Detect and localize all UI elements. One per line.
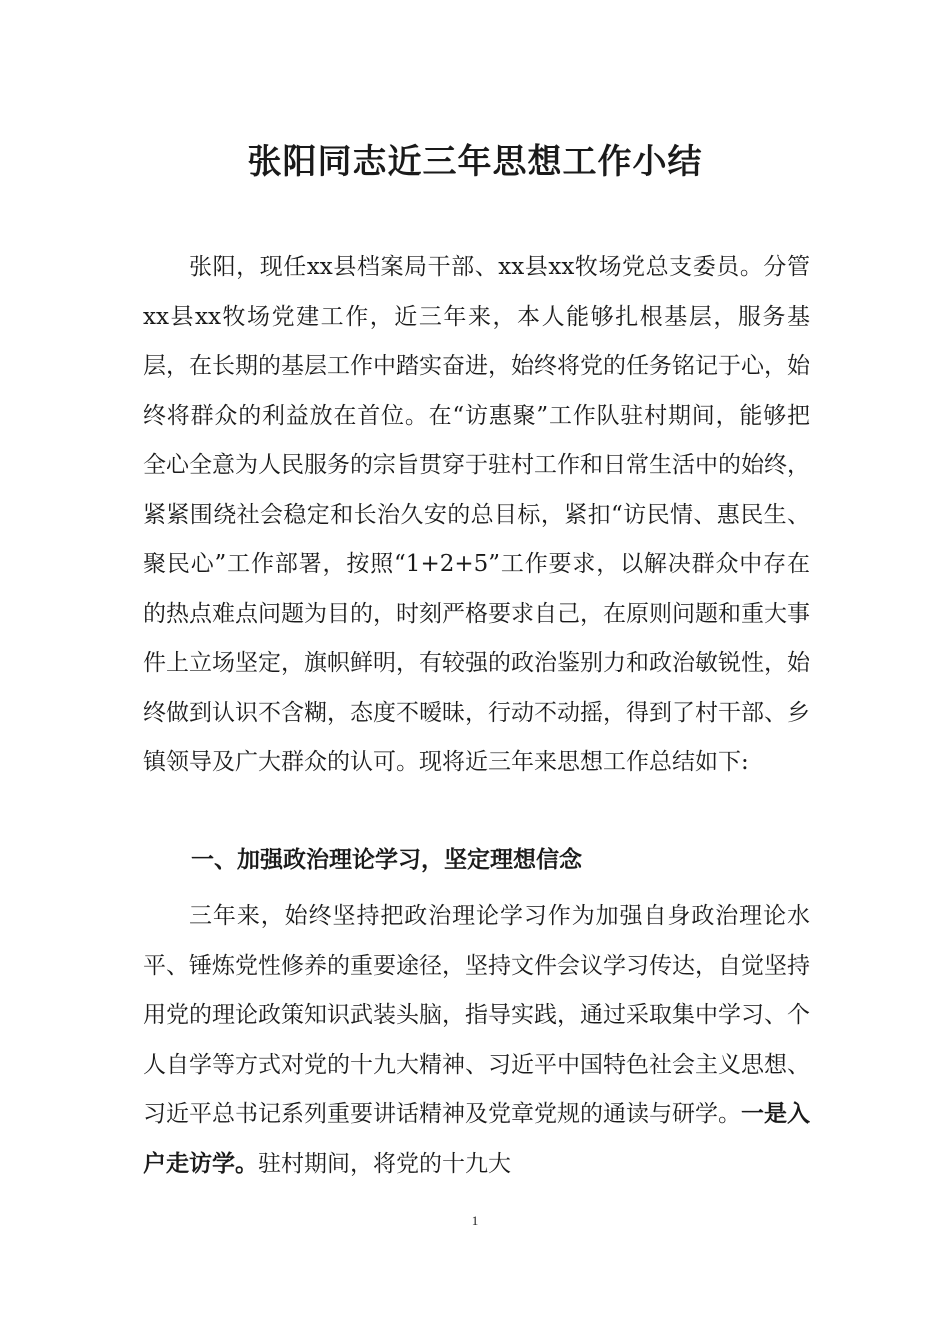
intro-paragraph: 张阳，现任xx县档案局干部、xx县xx牧场党总支委员。分管xx县xx牧场党建工作，近三年来，本人能够扎根基层，服务基层，在长期的基层工作中踏实奋进，始终将党的任务铭记于心，始终将群众的利益放在首位。在“访惠聚”工作队驻村期间，能够把全心全意为人民服务的宗旨贯穿于驻村工作和日常生活中的始终，紧紧围绕社会稳定和长治久安的总目标，紧扣“访民情、惠民生、聚民心”工作部署，按照“1+2+5”工作要求，以解决群众中存在的热点难点问题为目的，时刻严格要求自己，在原则问题和重大事件上立场坚定，旗帜鲜明，有较强的政治鉴别力和政治敏锐性，始终做到认识不含糊，态度不暧昧，行动不动摇，得到了村干部、乡镇领导及广大群众的认可。现将近三年来思想工作总结如下: [143,254,810,775]
section-paragraph-text: 三年来，始终坚持把政治理论学习作为加强自身政治理论水平、锤炼党性修养的重要途径，坚持文件会议学习传达，自觉坚持用党的理论政策知识武装头脑，指导实践，通过采取集中学习、个人自学等方式对党的十九大精神、习近平中国特色社会主义思想、习近平总书记系列重要讲话精神及党章党规的通读与研学。 [143,903,810,1127]
section-body [143,892,810,1189]
section-paragraph-continuation: 驻村期间，将党的十九大 [258,1150,511,1177]
document-title: 张阳同志近三年思想工作小结 [247,142,703,182]
page-number: 1 [471,1213,479,1228]
section-heading: 一、加强政治理论学习，坚定理想信念 [191,847,582,873]
section-paragraph-bold-lead: 一是入户走访学。 [143,1101,810,1177]
section-paragraph [143,892,810,1189]
intro-section [143,243,810,788]
